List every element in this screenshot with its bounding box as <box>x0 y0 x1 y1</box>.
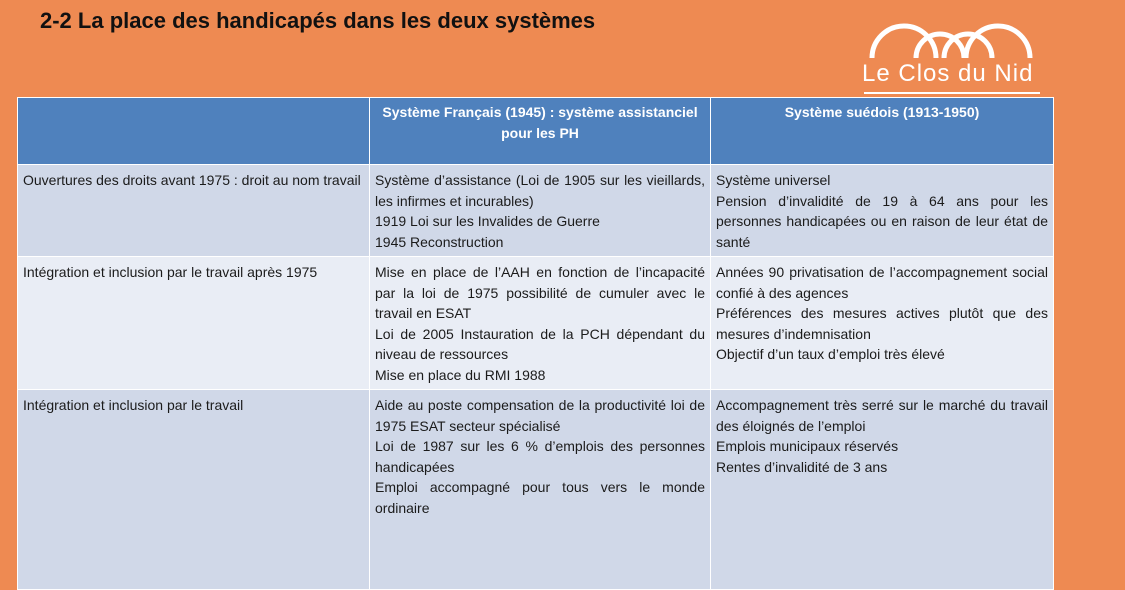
french-cell <box>370 257 711 390</box>
cell-line: Loi de 1987 sur les 6 % d’emplois des personnes handicapées <box>375 438 705 475</box>
french-cell <box>370 390 711 590</box>
swedish-cell <box>711 165 1054 257</box>
cell-line: Aide au poste compensation de la productivité loi de 1975 ESAT secteur spécialisé <box>375 397 705 434</box>
cell-line: Mise en place de l’AAH en fonction de l’incapacité par la loi de 1975 possibilité de cumuler avec le travail en ESAT <box>375 264 705 321</box>
header-swedish-system: Système suédois (1913-1950) <box>711 98 1054 165</box>
row-label: Intégration et inclusion par le travail après 1975 <box>18 257 370 390</box>
swedish-cell <box>711 257 1054 390</box>
cell-line: 1919 Loi sur les Invalides de Guerre <box>375 213 600 229</box>
cell-line: Pension d’invalidité de 19 à 64 ans pour les personnes handicapées ou en raison de leur état de santé <box>716 192 1048 250</box>
comparison-table <box>17 97 1054 590</box>
table-row <box>18 257 1054 390</box>
table-header-row <box>18 98 1054 165</box>
row-label: Ouvertures des droits avant 1975 : droit au nom travail <box>18 165 370 257</box>
logo-text: Le Clos du Nid <box>862 60 1034 87</box>
cell-line: Système universel <box>716 172 831 188</box>
header-empty-cell <box>18 98 370 165</box>
cell-line: Système d’assistance (Loi de 1905 sur les vieillards, les infirmes et incurables) <box>375 172 705 209</box>
cell-line: Préférences des mesures actives plutôt que des mesures d’indemnisation <box>716 305 1048 342</box>
french-cell <box>370 165 711 257</box>
table-row <box>18 390 1054 590</box>
row-label: Intégration et inclusion par le travail <box>18 390 370 590</box>
logo-underline <box>864 92 1040 94</box>
cell-line: Loi de 2005 Instauration de la PCH dépendant du niveau de ressources <box>375 325 705 362</box>
cell-line: Accompagnement très serré sur le marché du travail des éloignés de l’emploi <box>716 397 1048 434</box>
header-french-system: Système Français (1945) : système assistanciel pour les PH <box>370 98 711 165</box>
cell-line: Objectif d’un taux d’emploi très élevé <box>716 346 945 362</box>
swedish-cell <box>711 390 1054 590</box>
cell-line: Rentes d’invalidité de 3 ans <box>716 458 888 475</box>
table-row <box>18 165 1054 257</box>
cell-line: Années 90 privatisation de l’accompagnement social confié à des agences <box>716 264 1048 301</box>
le-clos-du-nid-logo <box>862 12 1040 96</box>
cell-line: Emplois municipaux réservés <box>716 438 899 454</box>
arches-icon <box>866 12 1036 60</box>
cell-line: 1945 Reconstruction <box>375 233 504 250</box>
cell-line: Mise en place du RMI 1988 <box>375 366 546 383</box>
slide-title: 2-2 La place des handicapés dans les deux systèmes <box>40 8 596 33</box>
cell-line: Emploi accompagné pour tous vers le monde ordinaire <box>375 479 705 516</box>
